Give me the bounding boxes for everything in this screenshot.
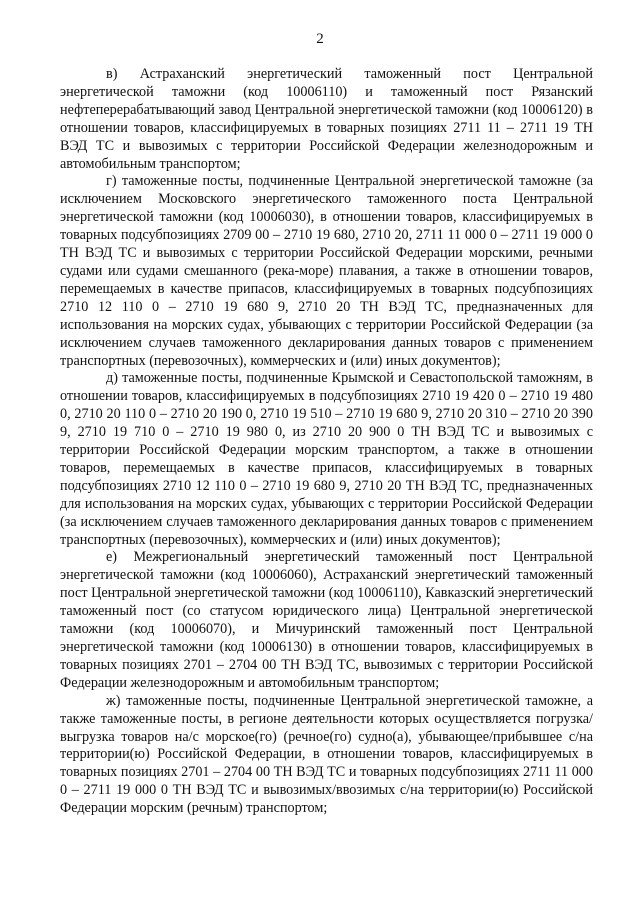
paragraph-e: е) Межрегиональный энергетический таможенный пост Центральной энергетической таможни (код 10006060), Астраханский энергетический таможенный пост Центральной энергетической таможни (код 10006110), Кавказский энергетический таможенный пост (со статусом юридического лица) Центральной энергетической таможни (код 10006070), и Мичуринский таможенный пост Центральной энергетической таможни (код 10006130) в отношении товаров, классифицируемых в товарных позициях 2701 – 2704 00 ТН ВЭД ТС, вывозимых с территории Российской Федерации железнодорожным и автомобильным транспортом; [60, 549, 593, 691]
paragraph-v: в) Астраханский энергетический таможенный пост Центральной энергетической таможни (код 10006110) и таможенный пост Рязанский нефтеперерабатывающий завод Центральной энергетической таможни (код 10006120) в отношении товаров, классифицируемых в товарных позициях 2711 11 – 2711 19 ТН ВЭД ТС и вывозимых с территории Российской Федерации железнодорожным и автомобильным транспортом; [60, 66, 593, 172]
page-number: 2 [316, 31, 324, 47]
document-body [60, 66, 593, 818]
paragraph-d: д) таможенные посты, подчиненные Крымской и Севастопольской таможням, в отношении товаров, классифицируемых в подсубпозициях 2710 19 420 0 – 2710 19 480 0, 2710 20 110 0 – 2710 20 190 0, 2710 19 510 – 2710 19 680 9, 2710 20 310 – 2710 20 390 9, 2710 19 710 0 – 2710 19 980 0, из 2710 20 900 0 ТН ВЭД ТС и вывозимых с территории Российской Федерации морским транспортом, а также в отношении товаров, перемещаемых в качестве припасов, классифицируемых в товарных подсубпозициях 2710 12 110 0 – 2710 19 680 9, 2710 20 ТН ВЭД ТС, предназначенных для использования на морских судах, убывающих с территории Российской Федерации (за исключением случаев таможенного декларирования данных товаров с применением транспортных (перевозочных), коммерческих и (или) иных документов); [60, 370, 593, 548]
paragraph-zh: ж) таможенные посты, подчиненные Центральной энергетической таможне, а также таможенные посты, в регионе деятельности которых осуществляется погрузка/выгрузка товаров на/с морское(го) (речное(го) судно(а), убывающее/прибывшее с/на территории(ю) Российской Федерации, в отношении товаров, классифицируемых в товарных позициях 2701 – 2704 00 ТН ВЭД ТС и товарных подсубпозициях 2711 11 000 0 – 2711 19 000 0 ТН ВЭД ТС и вывозимых/ввозимых с/на территории(ю) Российской Федерации морским (речным) транспортом; [60, 692, 593, 817]
paragraph-g: г) таможенные посты, подчиненные Центральной энергетической таможне (за исключением Московского энергетического таможенного поста Центральной энергетической таможни (код 10006030), в отношении товаров, классифицируемых в товарных подсубпозициях 2709 00 – 2710 19 680, 2710 20, 2711 11 000 0 – 2711 19 000 0 ТН ВЭД ТС и вывозимых с территории Российской Федерации морскими, речными судами или судами смешанного (река-море) плавания, а также в отношении товаров, перемещаемых в качестве припасов, классифицируемых в товарных подсубпозициях 2710 12 110 0 – 2710 19 680 9, 2710 20 ТН ВЭД ТС, предназначенных для использования на морских судах, убывающих с территории Российской Федерации (за исключением случаев таможенного декларирования данных товаров с применением транспортных (перевозочных), коммерческих и (или) иных документов); [60, 173, 593, 369]
